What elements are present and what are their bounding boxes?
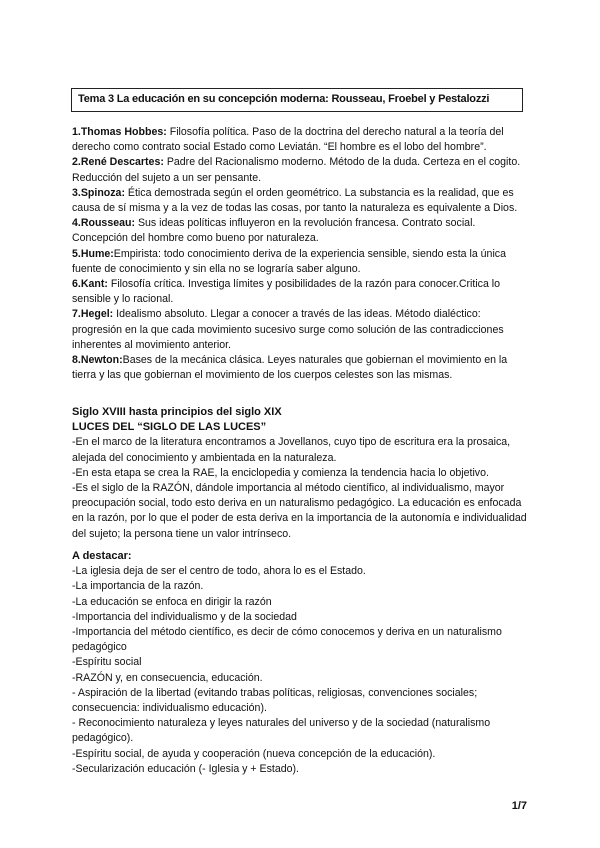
list-item <box>72 353 528 383</box>
entry-name: 8.Newton: <box>72 354 123 367</box>
list-item <box>72 186 528 216</box>
list-item <box>72 155 528 185</box>
entry-text: Padre del Racionalismo moderno. Método de la duda. Certeza en el cogito. Reducción del sujeto a un ser pensante. <box>72 156 521 184</box>
page-number: 1/7 <box>511 800 527 812</box>
section-heading: Siglo XVIII hasta principios del siglo XIX <box>72 406 282 418</box>
list-item <box>72 277 528 307</box>
list-item <box>72 216 528 246</box>
paragraph: -Es el siglo de la RAZÓN, dándole importancia al método científico, al individualismo, mayor preocupación social, todo esto deriva en un naturalismo pedagógico. La educación es enfocada en la razón, por lo que el poder de esta deriva en la importancia de la autonomía e individualidad del sujeto; la persona tiene un valor intrínseco. <box>72 482 527 540</box>
list-item <box>72 307 528 353</box>
list-item: -La educación se enfoca en dirigir la razón <box>72 595 272 608</box>
entry-text: Idealismo absoluto. Llegar a conocer a través de las ideas. Método dialéctico: progresión en la que cada movimiento sucesivo surge como solución de las contradicciones inherentes al movimiento anterior. <box>72 308 504 351</box>
entry-text: Empirista: todo conocimiento deriva de la experiencia sensible, siendo esta la única fuente de conocimiento y sin ella no se lograría saber alguno. <box>72 247 506 275</box>
section-subheading: LUCES DEL “SIGLO DE LAS LUCES” <box>72 421 267 434</box>
entry-name: 3.Spinoza: <box>72 186 125 199</box>
entry-text: Bases de la mecánica clásica. Leyes naturales que gobiernan el movimiento en la tierra y las que gobiernan el movimiento de los cuerpos celestes son las mismas. <box>72 354 508 382</box>
entry-name: 7.Hegel: <box>72 308 114 321</box>
entry-name: 1.Thomas Hobbes: <box>72 126 167 138</box>
entry-name: 5.Hume: <box>72 247 114 260</box>
list-item: - Aspiración de la libertad (evitando trabas políticas, religiosas, convenciones sociales; consecuencia: individualismo educación). <box>72 686 478 715</box>
entry-name: 6.Kant: <box>72 278 108 291</box>
entry-name: 2.René Descartes: <box>72 156 164 169</box>
list-item: -Secularización educación (- Iglesia y + Estado). <box>72 762 299 775</box>
list-item <box>72 125 528 155</box>
list-item: -Importancia del método científico, es decir de cómo conocemos y deriva en un naturalismo pedagógico <box>72 626 502 654</box>
paragraph: -En el marco de la literatura encontramos a Jovellanos, cuyo tipo de escritura era la prosaica, alejada del conocimiento y ambientada en la naturaleza. <box>72 436 511 464</box>
list-item: -Importancia del individualismo y de la sociedad <box>72 610 297 623</box>
paragraph: -En esta etapa se crea la RAE, la enciclopedia y comienza la tendencia hacia lo objetivo. <box>72 466 489 479</box>
century-section <box>72 405 528 542</box>
entry-text: Filosofía crítica. Investiga límites y posibilidades de la razón para conocer.Critica lo sensible y lo racional. <box>72 278 501 306</box>
list-item: - Reconocimiento naturaleza y leyes naturales del universo y de la sociedad (naturalismo pedagógico). <box>72 717 491 745</box>
list-item: -La iglesia deja de ser el centro de todo, ahora lo es el Estado. <box>72 565 366 578</box>
list-item <box>72 247 528 277</box>
section-heading: A destacar: <box>72 550 132 562</box>
entry-text: Ética demostrada según el orden geométrico. La substancia es la realidad, que es causa de sí misma y a la vez de todas las cosas, por tanto la naturaleza es equivalente a Dios. <box>72 186 518 215</box>
entry-text: Sus ideas políticas influyeron en la revolución francesa. Contrato social. Concepción del hombre como bueno por naturaleza. <box>72 217 476 245</box>
list-item: -Espíritu social <box>72 656 142 669</box>
list-item: -La importancia de la razón. <box>72 580 204 593</box>
document-title: Tema 3 La educación en su concepción moderna: Rousseau, Froebel y Pestalozzi <box>71 88 523 112</box>
highlights-section <box>72 549 528 777</box>
list-item: -Espíritu social, de ayuda y cooperación (nueva concepción de la educación). <box>72 747 436 760</box>
philosophers-list <box>72 125 528 383</box>
list-item: -RAZÓN y, en consecuencia, educación. <box>72 671 263 684</box>
entry-name: 4.Rousseau: <box>72 217 135 230</box>
entry-text: Filosofía política. Paso de la doctrina del derecho natural a la teoría del derecho como contrato social Estado como Leviatán. “El hombre es el lobo del hombre”. <box>72 126 504 154</box>
